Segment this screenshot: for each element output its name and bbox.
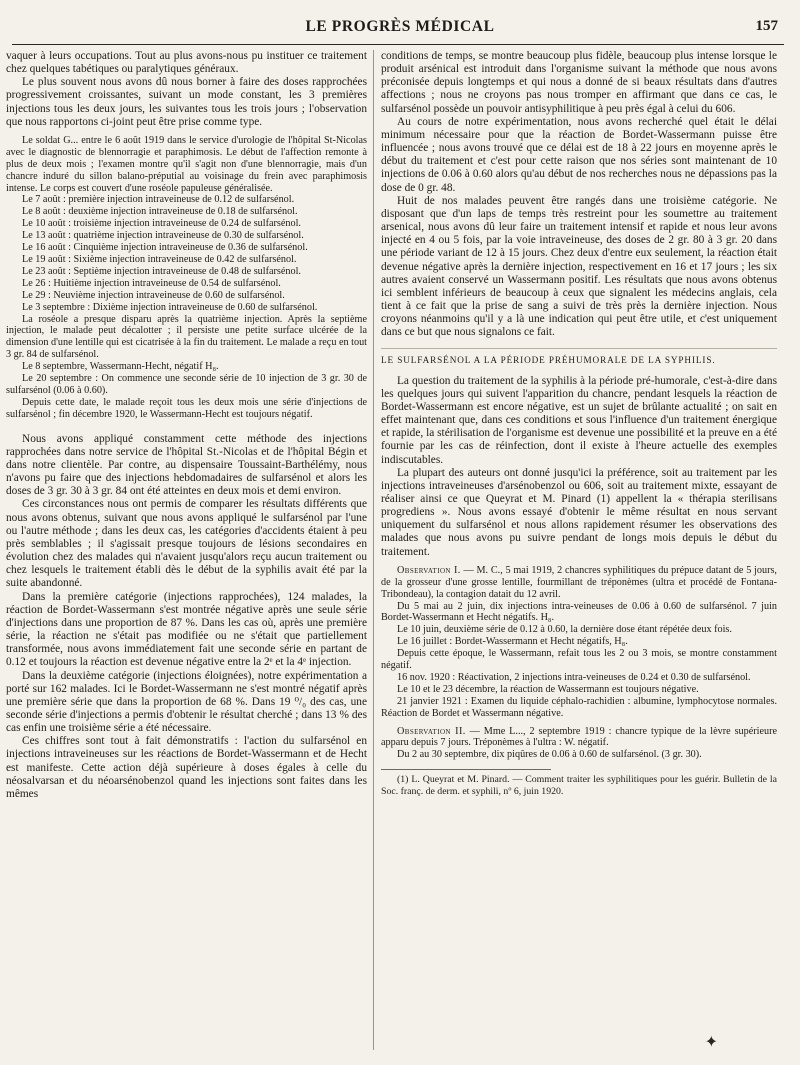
- page-header: [0, 14, 800, 40]
- injection-entry: Le 29 : Neuvième injection intraveineuse de 0.60 de sulfarsénol.: [22, 289, 285, 301]
- column-divider: [373, 50, 374, 1050]
- page-number: 157: [755, 18, 778, 34]
- paragraph: conditions de temps, se montre beaucoup plus fidèle, beaucoup plus intense lorsque le produit arsénical est introduit dans l'organisme suivant la méthode que nous avons préconisée depuis longtemps et qui nous a donné de si beaux résultats dans d'autres affections ; nous ne croyons pas nous tromper en affirmant que dans ce cas, le sulfarsénol possède un pouvoir antisyphilitique à peu près égal à celui du 606.: [381, 50, 777, 115]
- observation-entry: Du 5 mai au 2 juin, dix injections intra-veineuses de 0.06 à 0.60 de sulfarsénol. 7 juin Bordet-Wassermann et Hecht négatifs. H₈.: [381, 600, 777, 624]
- journal-title: LE PROGRÈS MÉDICAL: [305, 18, 495, 35]
- observation-entry: 21 janvier 1921 : Examen du liquide céphalo-rachidien : albumine, lymphocytose normales. Réaction de Bordet et Wassermann négative.: [381, 695, 777, 719]
- paragraph: Ces circonstances nous ont permis de comparer les résultats différents que nous avons obtenus, suivant que nous avons appliqué le sulfarsénol par l'une ou l'autre méthode ; dans les deux cas, les catégories d'accidents étaient à peu près semblables ; il s'agissait presque toujours de lésions secondaires en évolution chez des malades qui n'avaient jusqu'alors reçu aucun traitement ou chez lesquels le traitement établi dès le début de la syphilis avait été par la suite abandonné.: [6, 498, 367, 590]
- case-report-paragraph: Le 20 septembre : On commence une seconde série de 10 injection de 3 gr. 30 de sulfarsénol (0.06 à 0.60).: [6, 373, 367, 396]
- observation-text: — Mme L..., 2 septembre 1919 : chancre typique de la lèvre supérieure apparu depuis 7 jours. Tréponèmes à l'ultra : W. négatif.: [381, 725, 777, 749]
- paragraph: Ces chiffres sont tout à fait démonstratifs : l'action du sulfarsénol en injections intraveineuses sur les réactions de Bordet-Wassermann et de Hecht est manifeste. Cette action déjà supérieure à doses égales à celle du néosalvarsan et du néoarsénobenzol quand les injections sont faites dans les mêmes: [6, 735, 367, 800]
- observation-entry: 16 nov. 1920 : Réactivation, 2 injections intra-veineuses de 0.24 et 0.30 de sulfarsénol.: [397, 671, 751, 683]
- observation-heading: [381, 565, 777, 601]
- injection-entry: Le 19 août : Sixième injection intraveineuse de 0.42 de sulfarsénol.: [22, 254, 297, 265]
- injection-entry: Le 10 août : troisième injection intraveineuse de 0.24 de sulfarsénol.: [22, 218, 301, 230]
- case-report-paragraph: La roséole a presque disparu après la quatrième injection. Après la septième injection, le malade peut décalotter ; il persiste une petite surface ulcérée de la dimension d'une lentille qui est cicatrisée à la fin du traitement. Le malade a reçu en tout 3 gr. 84 de sulfarsénol.: [6, 313, 367, 361]
- case-report-paragraph: Le soldat G... entre le 6 août 1919 dans le service d'urologie de l'hôpital St-Nicolas avec le diagnostic de blennorragie et paraphimosis. Le début de l'affection remonte à plus de deux mois ; l'examen montre qu'il s'agit non d'une blennorragie, mais d'un chancre induré du sillon balano-préputial au voisinage du frein avec paraphimosis intense. Le corps est couvert d'une roséole papuleuse généralisée.: [6, 134, 367, 194]
- injection-entry: Le 7 août : première injection intraveineuse de 0.12 de sulfarsénol.: [22, 194, 295, 206]
- paragraph: La plupart des auteurs ont donné jusqu'ici la préférence, soit au traitement par les injections intraveineuses d'arsénobenzol ou 606, soit au traitement mixte, essayant de réaliser ainsi ce que Queyrat et M. Pinard (1) appellent la « thérapia sterilisans progrediens ». Nous avons essayé d'obtenir le même résultat en nous servant uniquement du sulfarsénol et nous allons rapidement résumer les observations des malades que nous avons pu suivre pendant de longs mois depuis le début du traitement.: [381, 466, 777, 558]
- footnote: (1) L. Queyrat et M. Pinard. — Comment traiter les syphilitiques pour les guérir. Bulletin de la Soc. franç. de derm. et syphili, nº 6, juin 1920.: [381, 774, 777, 797]
- injection-entry: Le 16 août : Cinquième injection intraveineuse de 0.36 de sulfarsénol.: [22, 242, 308, 254]
- observation-text: — M. C., 5 mai 1919, 2 chancres syphilitiques du prépuce datant de 5 jours, de la grosseur d'une grosse lentille, fourmillant de tréponèmes (ultra et procédé de Fontana-Tribondeau), la contagion datait du 12 avril.: [381, 564, 777, 600]
- observation-entry: Le 10 juin, deuxième série de 0.12 à 0.60, la dernière dose étant répétée deux fois.: [397, 624, 732, 636]
- case-report-paragraph: Depuis cette date, le malade reçoit tous les deux mois une série d'injections de sulfarsénol ; fin décembre 1920, le Wassermann-Hecht est toujours négatif.: [6, 396, 367, 420]
- observation-label: Observation I.: [397, 564, 461, 576]
- case-report-paragraph: Le 8 septembre, Wassermann-Hecht, négatif H₈.: [22, 361, 219, 373]
- injection-entry: Le 13 août : quatrième injection intraveineuse de 0.30 de sulfarsénol.: [22, 230, 304, 242]
- paragraph: Le plus souvent nous avons dû nous borner à faire des doses rapprochées progressivement croissantes, suivant un mode constant, les 3 premières injections tous les deux jours, les suivantes tous les trois jours ; l'observation que nous rapportons ci-joint peut être prise comme type.: [6, 76, 367, 128]
- left-column: [6, 50, 367, 1054]
- observation-entry: Depuis cette époque, le Wassermann, refait tous les 2 ou 3 mois, se montre constamment négatif.: [381, 648, 777, 672]
- footnote-rule: [381, 769, 551, 770]
- paragraph: vaquer à leurs occupations. Tout au plus avons-nous pu instituer ce traitement chez quelques tabétiques ou paralytiques généraux.: [6, 50, 367, 76]
- paragraph: Nous avons appliqué constamment cette méthode des injections rapprochées dans notre service de l'hôpital St.-Nicolas et de l'hôpital Bégin et dans notre clientèle. Par contre, au dispensaire Toussaint-Barthélémy, nous n'avons pu faire que des injections hebdomadaires de sulfarsénol et alors les doses de 3 gr. 30 à 3 gr. 84 ont été atteintes en deux mois et demi environ.: [6, 432, 367, 498]
- observation-entry: Le 16 juillet : Bordet-Wassermann et Hecht négatifs, H₈.: [397, 636, 628, 648]
- injection-entry: Le 26 : Huitième injection intraveineuse de 0.54 de sulfarsénol.: [22, 277, 281, 289]
- section-heading: LE SULFARSÉNOL A LA PÉRIODE PRÉHUMORALE DE LA SYPHILIS.: [381, 348, 777, 367]
- observation-entry: Le 10 et le 23 décembre, la réaction de Wassermann est toujours négative.: [397, 683, 699, 695]
- header-rule: [12, 44, 784, 45]
- paragraph: Huit de nos malades peuvent être rangés dans une troisième catégorie. Ne disposant que d'un laps de temps très restreint pour les soumettre au traitement arsenical, nous avons dû leur faire un traitement intensif et rapide et nous leur avons injecté en 4 ou 5 fois, par la voie intraveineuse, des doses de 2 gr. 80 à 3 gr. 20 dans une période variant de 12 à 15 jours. Chez deux d'entre eux seulement, la réaction était devenue négative après la dernière injection, respectivement en 16 et 17 jours ; les six autres avaient conservé un Wassermann positif. Les résultats que nous avons obtenus ici semblent inférieurs de beaucoup à ceux que signalent les médecins anglais, cela tient à ce fait que la prise de sang a suivi de très près la dernière injection. Nous croyons néanmoins qu'il y a là une indication qui peut être utile, et c'est uniquement dans ce but que nous signalons ce fait.: [381, 194, 777, 339]
- injection-entry: Le 3 septembre : Dixième injection intraveineuse de 0.60 de sulfarsénol.: [22, 301, 318, 313]
- injection-entry: Le 23 août : Septième injection intraveineuse de 0.48 de sulfarsénol.: [22, 265, 301, 277]
- observation-entry: Du 2 au 30 septembre, dix piqûres de 0.06 à 0.60 de sulfarsénol. (3 gr. 30).: [397, 749, 702, 761]
- ornament-icon: ✦: [704, 1034, 718, 1051]
- paragraph: Dans la première catégorie (injections rapprochées), 124 malades, la réaction de Bordet-Wassermann s'est montrée négative après une seule série d'injections dans une proportion de 87 %. Dans les cas où, après une première série, la réaction ne s'était pas modifiée ou ne s'était que partiellement transformée, nous avons immédiatement fait une seconde série en partant de 0.12 et toujours la réaction est devenue négative entre la 2ᵉ et la 4ᵉ injection.: [6, 590, 367, 669]
- right-column: [381, 50, 777, 1054]
- observation-heading: [381, 726, 777, 750]
- paragraph: La question du traitement de la syphilis à la période pré-humorale, c'est-à-dire dans les quelques jours qui suivent l'apparition du chancre, pendant lesquels la réaction de Bordet-Wassermann est encore négative, est un sujet de brûlante actualité ; on sait en effet maintenant que, dans ces conditions et sous l'influence d'un traitement énergique et rapide, la stérilisation de l'organisme est devenue une possibilité et la preuve en a été fournie par les cas de réinfection, dont il existe à l'heure actuelle des exemples indiscutables.: [381, 374, 777, 466]
- observation-label: Observation II.: [397, 725, 466, 737]
- paragraph: Au cours de notre expérimentation, nous avons recherché quel était le délai minimum nécessaire pour que la réaction de Bordet-Wassermann puisse être influencée ; nous avons trouvé que ce délai est de 18 à 22 jours en moyenne après le début du traitement et c'est pour cette raison que nos séries sont maintenant de 10 injections de 0.06 à 0.60 alors qu'au début de nos recherches nous ne dépassions pas la dose de 0 gr. 48.: [381, 115, 777, 194]
- paragraph: Dans la deuxième catégorie (injections éloignées), notre expérimentation a porté sur 162 malades. Ici le Bordet-Wassermann ne s'est montré négatif après une première série que dans la proportion de 68 %. Dans 19 ⁰/₀ des cas, une seconde série d'injections a permis d'obtenir le résultat cherché ; dans 13 % des cas enfin une troisième série a été nécessaire.: [6, 669, 367, 735]
- injection-entry: Le 8 août : deuxième injection intraveineuse de 0.18 de sulfarsénol.: [22, 206, 298, 218]
